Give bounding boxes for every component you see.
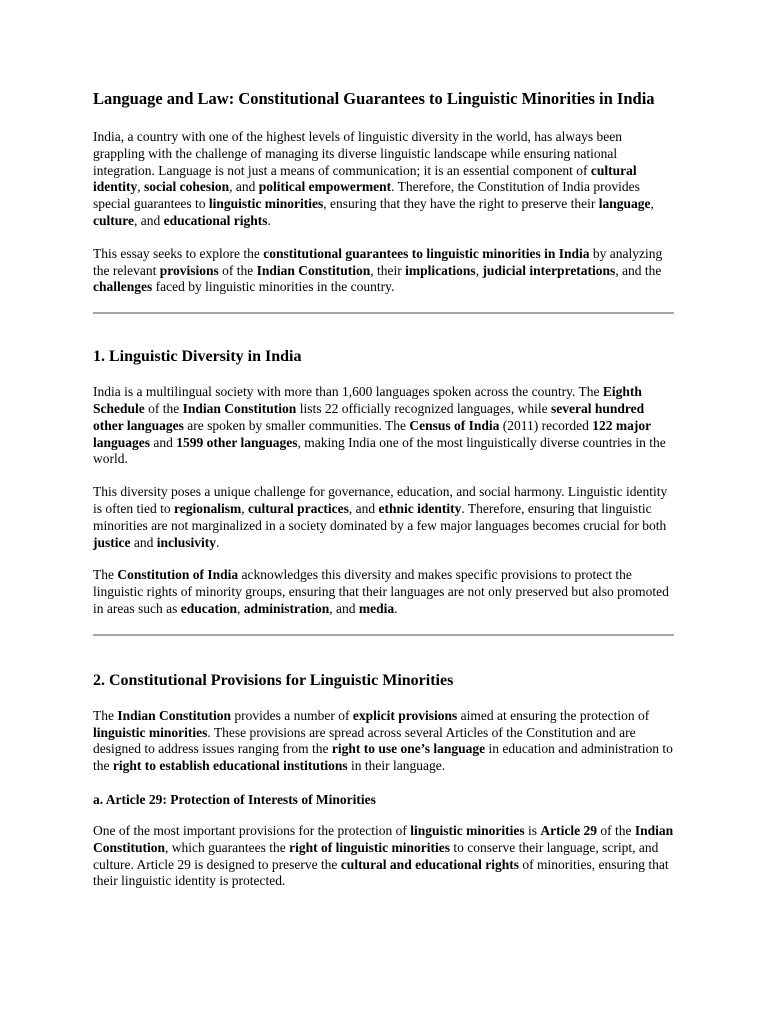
section-1-paragraph-2: This diversity poses a unique challenge for governance, education, and social harmony. Linguistic identity is often tied to regionalism, cultural practices, and ethnic identity. Therefore, ensuring that linguistic minorities are not marginalized in a society dominated by a few major languages becomes crucial for both justice and inclusivity. [93, 484, 668, 550]
section-2-heading: 2. Constitutional Provisions for Linguistic Minorities [93, 671, 454, 689]
bold-phrase: education [180, 600, 237, 616]
bold-phrase: ethnic identity [378, 500, 462, 516]
section-1-paragraph-1: India is a multilingual society with more than 1,600 languages spoken across the country. The Eighth Schedule of the Indian Constitution lists 22 officially recognized languages, while several hundred other languages are spoken by smaller communities. The Census of India (2011) recorded 122 major languages and 1599 other languages, making India one of the most linguistically diverse countries in the world. [93, 384, 666, 467]
bold-phrase: challenges [93, 279, 153, 295]
bold-phrase: cultural and educational rights [340, 856, 519, 872]
section-divider-1 [93, 312, 674, 314]
intro-section [93, 129, 674, 296]
bold-phrase: Census of India [409, 417, 500, 433]
article-29-subheading: a. Article 29: Protection of Interests of Minorities [93, 791, 376, 807]
section-constitutional-provisions [93, 670, 674, 890]
bold-phrase: cultural identity [93, 162, 637, 195]
section-linguistic-diversity [93, 346, 674, 618]
section-1-paragraph-3: The Constitution of India acknowledges this diversity and makes specific provisions to protect the linguistic rights of minority groups, ensuring that their languages are not only preserved but also promoted in areas such as education, administration, and media. [93, 567, 669, 616]
bold-phrase: Constitution of India [117, 567, 239, 583]
bold-phrase: Eighth Schedule [93, 384, 642, 416]
section-divider-2 [93, 634, 674, 636]
bold-phrase: 122 major languages [93, 417, 651, 450]
bold-phrase: justice [93, 534, 131, 550]
section-2-paragraph-1: The Indian Constitution provides a number of explicit provisions aimed at ensuring the protection of linguistic minorities. These provisions are spread across several Articles of the Constitution and are designed to address issues ranging from the right to use one’s language in education and administration to the right to establish educational institutions in their language. [93, 707, 673, 774]
intro-paragraph-2: This essay seeks to explore the constitutional guarantees to linguistic minorities in India by analyzing the relevant provisions of the Indian Constitution, their implications, judicial interpretations, and the challenges faced by linguistic minorities in the country. [93, 245, 663, 295]
bold-phrase: right of linguistic minorities [289, 839, 450, 855]
document-title: Language and Law: Constitutional Guarantees to Linguistic Minorities in India [93, 89, 655, 108]
bold-phrase: culture [93, 212, 134, 228]
bold-phrase: inclusivity [156, 534, 217, 550]
bold-phrase: administration [243, 600, 330, 616]
bold-phrase: linguistic minorities [93, 724, 208, 740]
bold-phrase: constitutional guarantees to linguistic minorities in India [263, 245, 590, 261]
bold-phrase: regionalism [174, 500, 242, 516]
intro-paragraph-1: India, a country with one of the highest levels of linguistic diversity in the world, has always been grappling with the challenge of managing its diverse linguistic landscape while ensuring national integration. Language is not just a means of communication; it is an essential component of cultural identity, social cohesion, and political empowerment. Therefore, the Constitution of India provides special guarantees to linguistic minorities, ensuring that they have the right to preserve their language, culture, and educational rights. [93, 129, 654, 228]
bold-phrase: implications [405, 262, 476, 278]
section-1-heading: 1. Linguistic Diversity in India [93, 348, 302, 366]
bold-phrase: linguistic minorities [410, 822, 525, 838]
bold-phrase: Indian Constitution [182, 400, 297, 416]
bold-phrase: right to establish educational institutions [112, 758, 348, 774]
bold-phrase: explicit provisions [352, 707, 458, 723]
bold-phrase: Article 29 [540, 822, 597, 838]
bold-phrase: educational rights [163, 212, 268, 228]
bold-phrase: several hundred other languages [93, 400, 645, 433]
bold-phrase: cultural practices [248, 500, 349, 516]
article-29-paragraph-1: One of the most important provisions for the protection of linguistic minorities is Article 29 of the Indian Constitution, which guarantees the right of linguistic minorities to conserve their language, script, and culture. Article 29 is designed to preserve the cultural and educational rights of minorities, ensuring that their linguistic identity is protected. [93, 822, 674, 889]
bold-phrase: Indian Constitution [93, 822, 674, 855]
bold-phrase: judicial interpretations [482, 262, 616, 278]
bold-phrase: Indian Constitution [256, 262, 371, 278]
bold-phrase: Indian Constitution [117, 707, 232, 723]
bold-phrase: social cohesion [144, 179, 230, 195]
bold-phrase: right to use one’s language [331, 741, 486, 757]
bold-phrase: 1599 other languages [176, 434, 298, 450]
bold-phrase: linguistic minorities [208, 196, 324, 212]
bold-phrase: media [358, 600, 395, 616]
bold-phrase: language [598, 196, 651, 212]
bold-phrase: provisions [159, 262, 219, 278]
bold-phrase: political empowerment [258, 179, 392, 195]
